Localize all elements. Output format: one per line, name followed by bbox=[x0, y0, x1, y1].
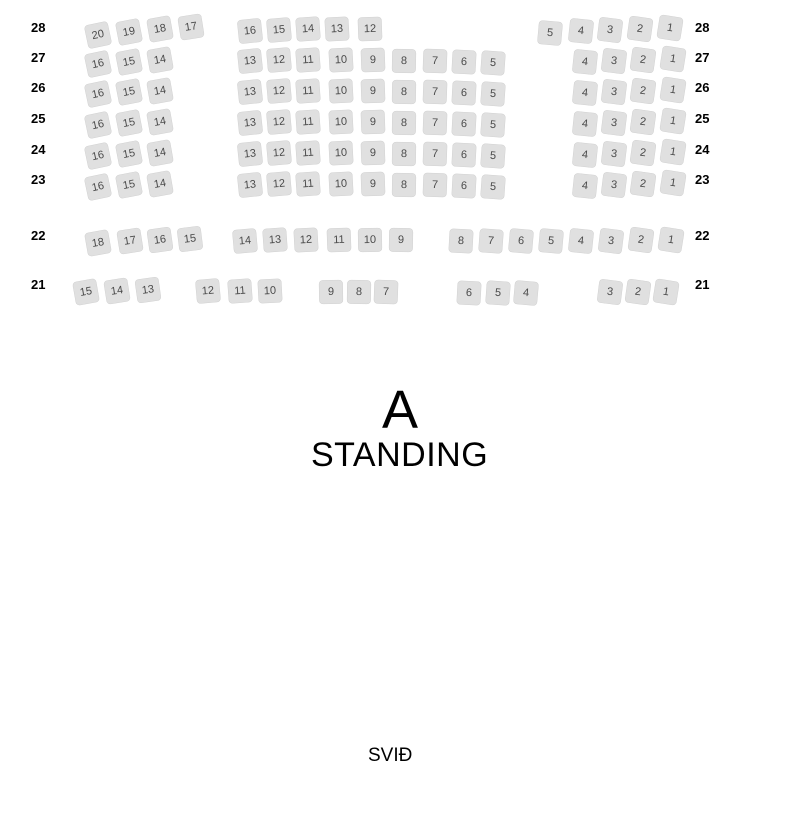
seat[interactable]: 11 bbox=[227, 278, 253, 304]
seat[interactable]: 16 bbox=[84, 142, 112, 170]
seat[interactable]: 11 bbox=[295, 47, 321, 73]
seat[interactable]: 13 bbox=[237, 172, 263, 198]
row-number-label: 27 bbox=[31, 50, 46, 65]
seat[interactable]: 13 bbox=[324, 16, 349, 41]
seat[interactable]: 3 bbox=[597, 279, 624, 306]
seat[interactable]: 2 bbox=[627, 226, 654, 253]
seat[interactable]: 1 bbox=[659, 169, 686, 196]
seat[interactable]: 1 bbox=[659, 138, 686, 165]
seat[interactable]: 3 bbox=[601, 110, 628, 137]
seat[interactable]: 9 bbox=[361, 110, 386, 135]
seat[interactable]: 3 bbox=[601, 172, 628, 199]
seat[interactable]: 8 bbox=[392, 142, 416, 166]
seat[interactable]: 12 bbox=[266, 109, 292, 135]
seat[interactable]: 7 bbox=[423, 80, 448, 105]
seat[interactable]: 13 bbox=[237, 141, 263, 167]
row-number-label: 25 bbox=[31, 111, 46, 126]
seat[interactable]: 14 bbox=[295, 16, 321, 42]
seat[interactable]: 4 bbox=[572, 49, 598, 75]
seat[interactable]: 6 bbox=[451, 80, 476, 105]
row-number-label: 24 bbox=[31, 142, 46, 157]
seat[interactable]: 5 bbox=[480, 174, 506, 200]
seat[interactable]: 14 bbox=[146, 46, 174, 74]
seat[interactable]: 10 bbox=[257, 278, 282, 303]
seat[interactable]: 15 bbox=[72, 278, 100, 306]
seat[interactable]: 10 bbox=[328, 109, 353, 134]
seat[interactable]: 10 bbox=[328, 47, 353, 72]
seat[interactable]: 14 bbox=[146, 139, 174, 167]
seat[interactable]: 3 bbox=[598, 228, 625, 255]
seat[interactable]: 15 bbox=[115, 171, 143, 199]
seat[interactable]: 17 bbox=[116, 227, 143, 254]
seat[interactable]: 6 bbox=[456, 280, 481, 305]
seat[interactable]: 8 bbox=[392, 111, 416, 135]
seat[interactable]: 7 bbox=[423, 173, 448, 198]
seat[interactable]: 11 bbox=[295, 109, 321, 135]
seat[interactable]: 12 bbox=[358, 17, 383, 42]
seat[interactable]: 10 bbox=[358, 228, 382, 252]
seat[interactable]: 6 bbox=[451, 142, 476, 167]
seat[interactable]: 16 bbox=[146, 226, 173, 253]
seat[interactable]: 3 bbox=[597, 17, 624, 44]
row-number-label: 22 bbox=[31, 228, 46, 243]
seat[interactable]: 12 bbox=[266, 47, 292, 73]
seat[interactable]: 7 bbox=[423, 142, 448, 167]
seat[interactable]: 4 bbox=[572, 142, 598, 168]
seat[interactable]: 2 bbox=[629, 139, 656, 166]
seat[interactable]: 8 bbox=[347, 280, 371, 304]
seat[interactable]: 13 bbox=[262, 227, 288, 253]
row-number-label: 23 bbox=[695, 172, 710, 187]
seat[interactable]: 13 bbox=[237, 110, 263, 136]
row-number-label: 26 bbox=[695, 80, 710, 95]
seat[interactable]: 4 bbox=[572, 111, 598, 137]
seat[interactable]: 5 bbox=[480, 81, 506, 107]
seat[interactable]: 7 bbox=[423, 111, 448, 136]
seat[interactable]: 11 bbox=[295, 140, 321, 166]
seat[interactable]: 7 bbox=[423, 49, 448, 74]
row-number-label: 21 bbox=[31, 277, 46, 292]
seat[interactable]: 4 bbox=[568, 18, 594, 44]
seat[interactable]: 20 bbox=[84, 21, 112, 49]
seat[interactable]: 6 bbox=[508, 228, 534, 254]
seat[interactable]: 9 bbox=[361, 48, 386, 73]
row-number-label: 24 bbox=[695, 142, 710, 157]
seat[interactable]: 15 bbox=[266, 17, 292, 43]
seat[interactable]: 16 bbox=[84, 173, 112, 201]
seat[interactable]: 8 bbox=[392, 173, 416, 197]
seat[interactable]: 15 bbox=[115, 48, 143, 76]
seat[interactable]: 9 bbox=[389, 228, 413, 252]
seat[interactable]: 11 bbox=[295, 171, 321, 197]
seat[interactable]: 13 bbox=[237, 79, 263, 105]
seat[interactable]: 10 bbox=[328, 140, 353, 165]
seat[interactable]: 4 bbox=[513, 280, 539, 306]
seat[interactable]: 3 bbox=[601, 141, 628, 168]
seat[interactable]: 18 bbox=[146, 15, 174, 43]
seat[interactable]: 15 bbox=[115, 140, 143, 168]
seat[interactable]: 14 bbox=[232, 228, 258, 254]
seat[interactable]: 12 bbox=[266, 78, 292, 104]
row-number-label: 28 bbox=[31, 20, 46, 35]
row-number-label: 28 bbox=[695, 20, 710, 35]
seat[interactable]: 5 bbox=[480, 143, 506, 169]
seat[interactable]: 4 bbox=[568, 228, 594, 254]
row-number-label: 21 bbox=[695, 277, 710, 292]
seat[interactable]: 15 bbox=[115, 78, 143, 106]
seat[interactable]: 17 bbox=[177, 13, 204, 40]
seat[interactable]: 8 bbox=[392, 80, 416, 104]
seat[interactable]: 2 bbox=[629, 46, 656, 73]
seat[interactable]: 15 bbox=[177, 226, 204, 253]
row-number-label: 25 bbox=[695, 111, 710, 126]
seat[interactable]: 5 bbox=[538, 228, 564, 254]
seat[interactable]: 18 bbox=[84, 229, 112, 257]
seat[interactable]: 3 bbox=[601, 48, 628, 75]
seat[interactable]: 6 bbox=[451, 111, 476, 136]
seat[interactable]: 2 bbox=[626, 15, 653, 42]
seat[interactable]: 16 bbox=[84, 80, 112, 108]
row-number-label: 27 bbox=[695, 50, 710, 65]
seat[interactable]: 14 bbox=[103, 277, 130, 304]
seat[interactable]: 2 bbox=[629, 108, 656, 135]
seat[interactable]: 12 bbox=[266, 171, 292, 197]
seat[interactable]: 1 bbox=[659, 76, 686, 103]
seat[interactable]: 16 bbox=[84, 50, 112, 78]
seat[interactable]: 13 bbox=[134, 276, 161, 303]
seat[interactable]: 8 bbox=[448, 228, 473, 253]
seat[interactable]: 3 bbox=[601, 79, 628, 106]
seat[interactable]: 8 bbox=[392, 49, 416, 73]
row-number-label: 22 bbox=[695, 228, 710, 243]
seat[interactable]: 4 bbox=[572, 173, 598, 199]
seat[interactable]: 6 bbox=[451, 173, 476, 198]
seat[interactable]: 6 bbox=[451, 49, 476, 74]
seat[interactable]: 5 bbox=[485, 280, 511, 306]
seat[interactable]: 14 bbox=[146, 170, 174, 198]
seat[interactable]: 12 bbox=[266, 140, 292, 166]
seat[interactable]: 16 bbox=[237, 18, 263, 44]
seat[interactable]: 10 bbox=[328, 78, 353, 103]
seat[interactable]: 1 bbox=[659, 45, 686, 72]
seat[interactable]: 13 bbox=[237, 48, 263, 74]
seat[interactable]: 1 bbox=[657, 226, 684, 253]
seat[interactable]: 2 bbox=[629, 170, 656, 197]
standing-area-label: STANDING bbox=[311, 436, 489, 474]
seat[interactable]: 2 bbox=[624, 278, 651, 305]
seat[interactable]: 1 bbox=[656, 14, 683, 41]
seat[interactable]: 5 bbox=[537, 20, 563, 46]
seat[interactable]: 1 bbox=[659, 107, 686, 134]
seat[interactable]: 7 bbox=[478, 228, 504, 254]
seat[interactable]: 12 bbox=[195, 278, 221, 304]
seat[interactable]: 1 bbox=[652, 278, 679, 305]
seat[interactable]: 9 bbox=[361, 172, 386, 197]
stage-label: SVIÐ bbox=[368, 745, 413, 766]
seat[interactable]: 19 bbox=[115, 18, 143, 46]
seat[interactable]: 9 bbox=[361, 79, 386, 104]
seat[interactable]: 15 bbox=[115, 109, 143, 137]
seat[interactable]: 14 bbox=[146, 108, 174, 136]
section-letter: A bbox=[382, 380, 419, 440]
seat[interactable]: 2 bbox=[629, 77, 656, 104]
seat[interactable]: 12 bbox=[293, 227, 318, 252]
seat[interactable]: 10 bbox=[328, 171, 353, 196]
seat[interactable]: 14 bbox=[146, 77, 174, 105]
seat[interactable]: 9 bbox=[361, 141, 386, 166]
row-number-label: 23 bbox=[31, 172, 46, 187]
seat[interactable]: 5 bbox=[480, 50, 506, 76]
seat[interactable]: 11 bbox=[295, 78, 321, 104]
seat[interactable]: 11 bbox=[327, 228, 352, 253]
row-number-label: 26 bbox=[31, 80, 46, 95]
seat[interactable]: 5 bbox=[480, 112, 506, 138]
seat[interactable]: 9 bbox=[319, 280, 343, 304]
seat[interactable]: 4 bbox=[572, 80, 598, 106]
seat[interactable]: 7 bbox=[374, 280, 399, 305]
seat[interactable]: 16 bbox=[84, 111, 112, 139]
